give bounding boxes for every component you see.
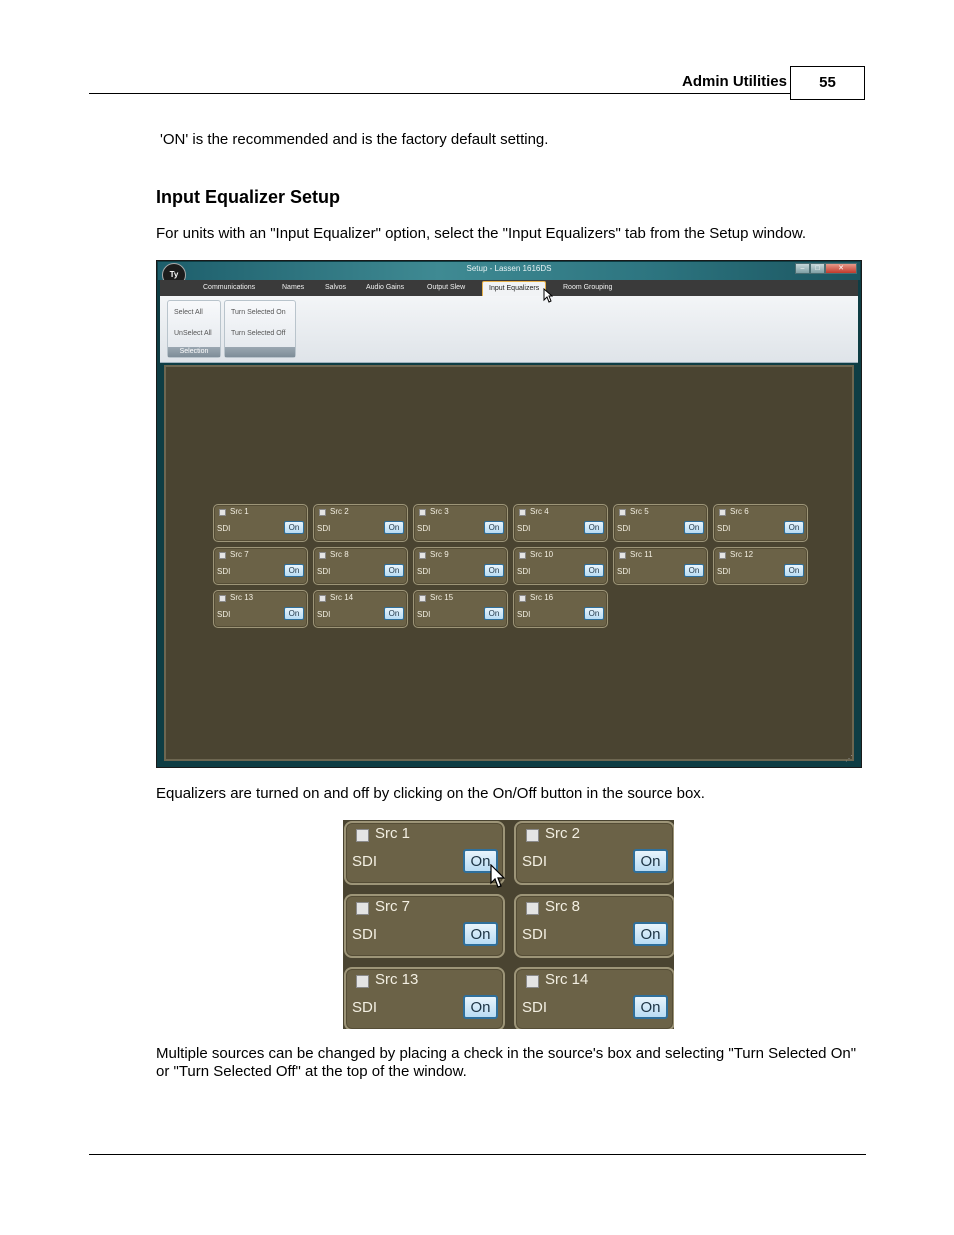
source-box (514, 894, 674, 958)
setup-window-screenshot (156, 260, 862, 768)
select-all-button[interactable]: Select All (174, 309, 203, 316)
equalizer-on-off-button[interactable]: On (463, 922, 498, 946)
source-select-checkbox[interactable] (526, 975, 539, 988)
source-name: Src 4 (530, 507, 549, 516)
source-type: SDI (317, 567, 331, 576)
source-box (313, 504, 408, 542)
minimize-button[interactable]: – (795, 263, 810, 274)
source-select-checkbox[interactable] (719, 552, 726, 559)
source-name: Src 7 (230, 550, 249, 559)
tab-names[interactable]: Names (282, 284, 305, 291)
source-select-checkbox[interactable] (419, 552, 426, 559)
source-name: Src 14 (545, 971, 589, 988)
equalizer-toggle-paragraph: Equalizers are turned on and off by clicking on the On/Off button in the source box. (156, 785, 705, 802)
mouse-cursor-icon (543, 288, 553, 304)
source-select-checkbox[interactable] (219, 509, 226, 516)
source-type: SDI (417, 524, 431, 533)
equalizer-on-off-button[interactable]: On (633, 849, 668, 873)
source-type: SDI (522, 853, 548, 870)
source-box (713, 504, 808, 542)
source-select-checkbox[interactable] (219, 552, 226, 559)
page-number: 55 (790, 66, 865, 100)
source-box (513, 504, 608, 542)
source-type: SDI (522, 926, 548, 943)
source-box (313, 547, 408, 585)
source-box (613, 547, 708, 585)
ribbon-group-label-empty (225, 347, 295, 357)
setup-instructions-paragraph: For units with an "Input Equalizer" option, select the "Input Equalizers" tab from the Setup window. (156, 225, 806, 242)
source-type: SDI (352, 853, 378, 870)
running-header-title: Admin Utilities (681, 73, 787, 90)
window-title: Setup - Lassen 1616DS (466, 264, 552, 273)
tab-salvos[interactable]: Salvos (325, 284, 347, 291)
equalizer-on-off-button[interactable]: On (784, 521, 804, 534)
source-select-checkbox[interactable] (519, 509, 526, 516)
source-box (413, 547, 508, 585)
source-select-checkbox[interactable] (356, 829, 369, 842)
source-type: SDI (217, 567, 231, 576)
source-select-checkbox[interactable] (219, 595, 226, 602)
source-type: SDI (317, 524, 331, 533)
source-name: Src 15 (430, 593, 454, 602)
source-type: SDI (517, 567, 531, 576)
source-type: SDI (417, 610, 431, 619)
source-box-detail-screenshot (343, 820, 674, 1029)
source-box (344, 894, 505, 958)
equalizer-canvas (164, 365, 854, 761)
source-box (613, 504, 708, 542)
source-box (513, 590, 608, 628)
source-type: SDI (417, 567, 431, 576)
source-select-checkbox[interactable] (419, 509, 426, 516)
source-type: SDI (617, 524, 631, 533)
header-rule (89, 93, 791, 94)
ribbon-group-label: Selection (168, 347, 220, 357)
source-name: Src 1 (375, 825, 411, 842)
equalizer-on-off-button[interactable]: On (284, 521, 304, 534)
source-name: Src 14 (330, 593, 354, 602)
source-box (344, 967, 505, 1029)
source-name: Src 3 (430, 507, 449, 516)
ribbon-group-selection (167, 300, 221, 358)
source-select-checkbox[interactable] (519, 595, 526, 602)
source-box (213, 547, 308, 585)
turn-selected-off-button[interactable]: Turn Selected Off (231, 330, 286, 337)
source-box (213, 590, 308, 628)
source-box (413, 590, 508, 628)
source-name: Src 11 (630, 550, 653, 559)
resize-grip-icon[interactable]: ⋰ (845, 754, 853, 763)
source-select-checkbox[interactable] (719, 509, 726, 516)
source-select-checkbox[interactable] (319, 509, 326, 516)
maximize-button[interactable]: □ (810, 263, 825, 274)
source-type: SDI (617, 567, 631, 576)
tab-room-grouping[interactable]: Room Grouping (563, 284, 613, 291)
source-name: Src 12 (730, 550, 754, 559)
multiple-sources-paragraph: Multiple sources can be changed by placing a check in the source's box and selecting "Turn Selected On" or "Turn Selected Off" at the top of the window. (156, 1045, 857, 1080)
ribbon-toolbar (160, 296, 858, 363)
source-type: SDI (717, 524, 731, 533)
tab-communications[interactable]: Communications (203, 284, 256, 291)
source-box (213, 504, 308, 542)
source-name: Src 13 (375, 971, 419, 988)
source-type: SDI (717, 567, 731, 576)
source-name: Src 2 (330, 507, 349, 516)
equalizer-on-off-button[interactable]: On (684, 564, 704, 577)
source-name: Src 2 (545, 825, 581, 842)
source-name: Src 13 (230, 593, 254, 602)
source-name: Src 10 (530, 550, 554, 559)
source-type: SDI (352, 926, 378, 943)
equalizer-on-off-button[interactable]: On (463, 995, 498, 1019)
tab-input-equalizers[interactable]: Input Equalizers (482, 281, 546, 296)
ribbon-group-turn (224, 300, 296, 358)
equalizer-on-off-button[interactable]: On (633, 922, 668, 946)
source-type: SDI (522, 999, 548, 1016)
source-name: Src 8 (545, 898, 581, 915)
equalizer-on-off-button[interactable]: On (384, 607, 404, 620)
tab-audio-gains[interactable]: Audio Gains (366, 284, 405, 291)
equalizer-on-off-button[interactable]: On (384, 564, 404, 577)
source-select-checkbox[interactable] (526, 902, 539, 915)
source-select-checkbox[interactable] (356, 902, 369, 915)
equalizer-on-off-button[interactable]: On (784, 564, 804, 577)
source-type: SDI (352, 999, 378, 1016)
source-select-checkbox[interactable] (519, 552, 526, 559)
source-box (513, 547, 608, 585)
source-select-checkbox[interactable] (619, 509, 626, 516)
source-select-checkbox[interactable] (619, 552, 626, 559)
source-box (514, 821, 674, 885)
section-heading: Input Equalizer Setup (156, 187, 341, 207)
source-type: SDI (217, 610, 231, 619)
source-select-checkbox[interactable] (319, 595, 326, 602)
footer-rule (89, 1154, 866, 1155)
equalizer-on-off-button[interactable]: On (484, 607, 504, 620)
intro-paragraph: 'ON' is the recommended and is the factory default setting. (160, 131, 549, 148)
source-box (413, 504, 508, 542)
source-name: Src 8 (330, 550, 349, 559)
source-name: Src 16 (530, 593, 554, 602)
source-type: SDI (217, 524, 231, 533)
source-box (344, 821, 505, 885)
tab-output-slew[interactable]: Output Slew (427, 284, 466, 291)
equalizer-on-off-button[interactable]: On (633, 995, 668, 1019)
equalizer-on-off-button[interactable]: On (284, 564, 304, 577)
source-name: Src 1 (230, 507, 249, 516)
source-select-checkbox[interactable] (419, 595, 426, 602)
equalizer-on-off-button[interactable]: On (584, 564, 604, 577)
source-box (713, 547, 808, 585)
source-select-checkbox[interactable] (319, 552, 326, 559)
source-type: SDI (517, 610, 531, 619)
equalizer-on-off-button[interactable]: On (584, 521, 604, 534)
source-select-checkbox[interactable] (356, 975, 369, 988)
source-select-checkbox[interactable] (526, 829, 539, 842)
source-box (313, 590, 408, 628)
equalizer-on-off-button[interactable]: On (584, 607, 604, 620)
unselect-all-button[interactable]: UnSelect All (174, 330, 212, 337)
source-name: Src 6 (730, 507, 749, 516)
close-button[interactable]: ✕ (825, 263, 857, 274)
equalizer-on-off-button[interactable]: On (384, 521, 404, 534)
source-type: SDI (517, 524, 531, 533)
equalizer-on-off-button[interactable]: On (684, 521, 704, 534)
turn-selected-on-button[interactable]: Turn Selected On (231, 309, 286, 316)
equalizer-on-off-button[interactable]: On (484, 564, 504, 577)
equalizer-on-off-button[interactable]: On (463, 849, 498, 873)
source-box (514, 967, 674, 1029)
equalizer-on-off-button[interactable]: On (484, 521, 504, 534)
mouse-cursor-icon (489, 864, 505, 890)
source-name: Src 5 (630, 507, 649, 516)
source-type: SDI (317, 610, 331, 619)
equalizer-on-off-button[interactable]: On (284, 607, 304, 620)
source-name: Src 7 (375, 898, 411, 915)
source-name: Src 9 (430, 550, 449, 559)
tab-bar (160, 280, 858, 296)
app-logo: Ty (162, 263, 186, 287)
